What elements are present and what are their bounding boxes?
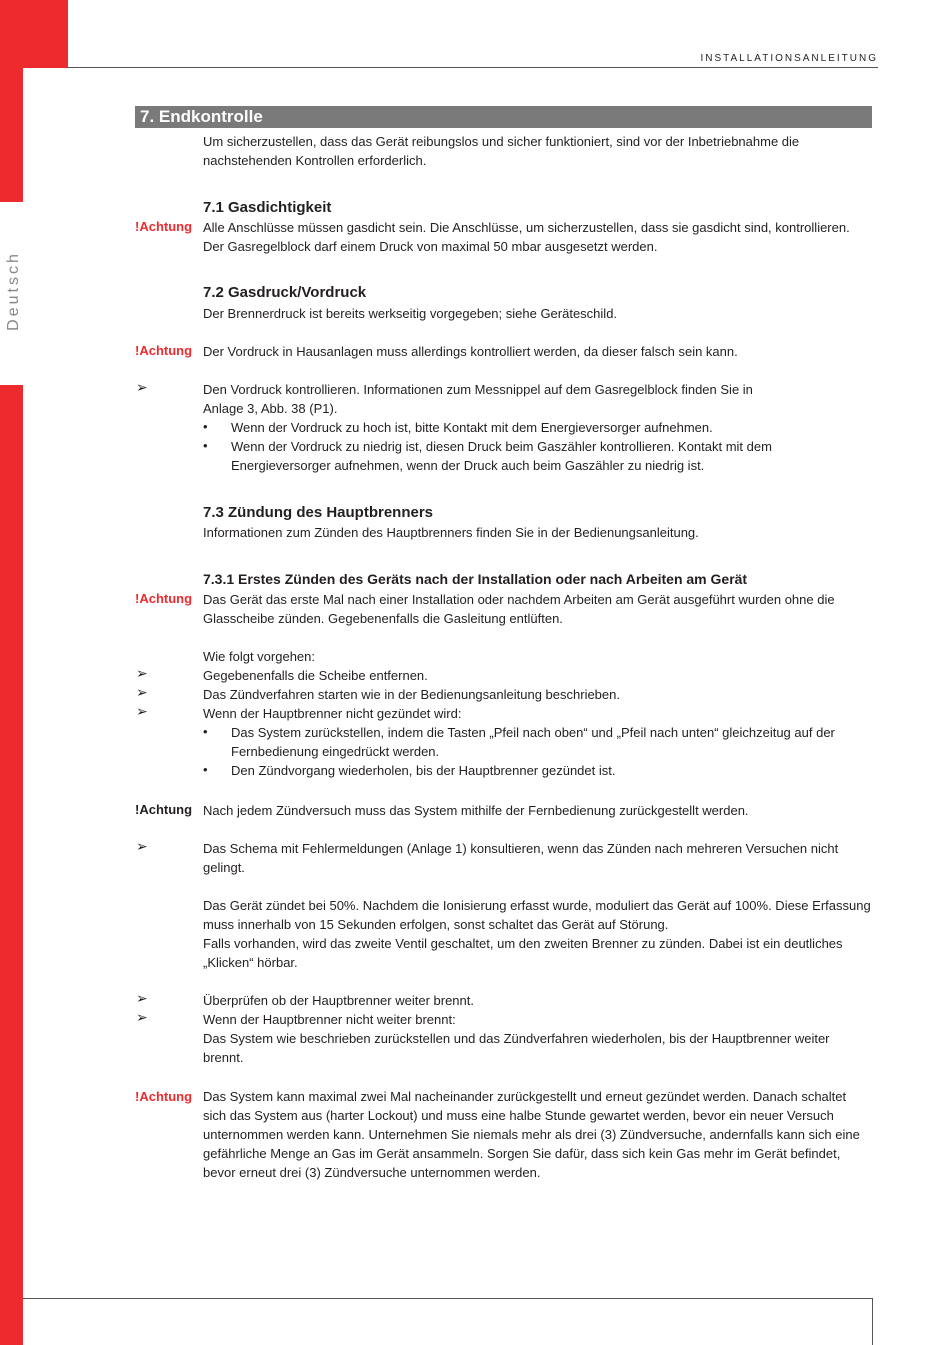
warning-text: bevor erneut drei (3) Zündversuche unternommen werden. (203, 1165, 541, 1180)
text-line: brennt. (203, 1050, 244, 1065)
warning-text: Glasscheibe zünden. Gegebenenfalls die Gasleitung entlüften. (203, 611, 563, 626)
warning-text: Der Vordruck in Hausanlagen muss allerdings kontrolliert werden, da dieser falsch sein kann. (203, 344, 738, 359)
bullet-text: Wenn der Vordruck zu hoch ist, bitte Kontakt mit dem Energieversorger aufnehmen. (231, 420, 713, 435)
warning-label: !Achtung (135, 591, 193, 606)
heading-7-3-1: 7.3.1 Erstes Zünden des Geräts nach der Installation oder nach Arbeiten am Gerät (203, 571, 748, 587)
bullet-text: Das System zurückstellen, indem die Tasten „Pfeil nach oben“ und „Pfeil nach unten“ gleichzeitug auf der (231, 725, 835, 740)
warning-label: !Achtung (135, 219, 193, 234)
step-line: Den Vordruck kontrollieren. Informationen zum Messnippel auf dem Gasregelblock finden Sie in (203, 382, 753, 397)
step-line: Das Zündverfahren starten wie in der Bedienungsanleitung beschrieben. (203, 687, 620, 702)
section-title-bar (135, 106, 872, 128)
header-rule (68, 67, 878, 68)
warning-text: Das System kann maximal zwei Mal nacheinander zurückgestellt und erneut gezündet werden. Danach schaltet (203, 1089, 847, 1104)
bullet-icon: • (203, 724, 208, 739)
intro-line: nachstehenden Kontrollen erforderlich. (203, 153, 427, 168)
bullet-icon: • (203, 419, 208, 434)
bullet-icon: • (203, 438, 208, 453)
warning-text: gefährliche Menge an Gas im Gerät ansammeln. Sorgen Sie dafür, dass sich kein Gas mehr im Gerät befindet, (203, 1146, 841, 1161)
bullet-text: Energieversorger aufnehmen, wenn der Druck auch beim Gaszähler zu niedrig ist. (231, 458, 705, 473)
bullet-text: Den Zündvorgang wiederholen, bis der Hauptbrenner gezündet ist. (231, 763, 616, 778)
step-line: Überprüfen ob der Hauptbrenner weiter brennt. (203, 993, 474, 1008)
warning-text: sich das System aus (harter Lockout) und muss eine halbe Stunde gewartet werden, bevor ein neuer Versuch (203, 1108, 834, 1123)
text-line: Alle Anschlüsse müssen gasdicht sein. Die Anschlüsse, um sicherzustellen, dass sie gasdicht sind, kontrollieren. (203, 220, 850, 235)
text-line: Informationen zum Zünden des Hauptbrenners finden Sie in der Bedienungsanleitung. (203, 525, 699, 540)
text-line: Falls vorhanden, wird das zweite Ventil geschaltet, um den zweiten Brenner zu zünden. Dabei ist ein deutliches (203, 936, 843, 951)
arrow-icon: ➢ (136, 379, 148, 395)
arrow-icon: ➢ (136, 838, 148, 854)
side-strip-bottom (0, 385, 23, 1345)
warning-label: !Achtung (135, 802, 193, 817)
step-line: Anlage 3, Abb. 38 (P1). (203, 401, 338, 416)
arrow-icon: ➢ (136, 684, 148, 700)
warning-text: Das Gerät das erste Mal nach einer Installation oder nachdem Arbeiten am Gerät ausgeführt wurden ohne die (203, 592, 835, 607)
step-line: gelingt. (203, 860, 245, 875)
intro-line: Um sicherzustellen, dass das Gerät reibungslos und sicher funktioniert, sind vor der Inbetriebnahme die (203, 134, 800, 149)
warning-text: unternommen werden kann. Unternehmen Sie niemals mehr als drei (3) Zündversuche, andernfalls kann sich eine (203, 1127, 860, 1142)
arrow-icon: ➢ (136, 990, 148, 1006)
page-number: 18 (44, 1312, 73, 1342)
bullet-text: Wenn der Vordruck zu niedrig ist, diesen Druck beim Gaszähler kontrollieren. Kontakt mit dem (231, 439, 772, 454)
language-tab: Deutsch (4, 251, 22, 331)
warning-label: !Achtung (135, 1089, 193, 1104)
step-line: Das Schema mit Fehlermeldungen (Anlage 1) konsultieren, wenn das Zünden nach mehreren Versuchen nicht (203, 841, 839, 856)
arrow-icon: ➢ (136, 665, 148, 681)
warning-label: !Achtung (135, 343, 193, 358)
header-title: INSTALLATIONSANLEITUNG (700, 53, 878, 64)
section-title: 7. Endkontrolle (140, 107, 263, 126)
text-line: muss innerhalb von 15 Sekunden erfolgen, sonst schaltet das Gerät auf Störung. (203, 917, 669, 932)
heading-7-1: 7.1 Gasdichtigkeit (203, 199, 332, 216)
text-line: Das System wie beschrieben zurückstellen und das Zündverfahren wiederholen, bis der Hauptbrenner weiter (203, 1031, 830, 1046)
text-line: Wie folgt vorgehen: (203, 649, 316, 664)
footer-rule (23, 1298, 873, 1299)
text-line: „Klicken“ hörbar. (203, 955, 298, 970)
heading-7-3: 7.3 Zündung des Hauptbrenners (203, 504, 434, 521)
heading-7-2: 7.2 Gasdruck/Vordruck (203, 284, 367, 301)
footer-rule-vertical (872, 1298, 873, 1345)
step-line: Gegebenenfalls die Scheibe entfernen. (203, 668, 428, 683)
bullet-icon: • (203, 762, 208, 777)
text-line: Der Gasregelblock darf einem Druck von maximal 50 mbar ausgesetzt werden. (203, 239, 658, 254)
arrow-icon: ➢ (136, 1009, 148, 1025)
warning-text: Nach jedem Zündversuch muss das System mithilfe der Fernbedienung zurückgestellt werden. (203, 803, 749, 818)
text-line: Das Gerät zündet bei 50%. Nachdem die Ionisierung erfasst wurde, moduliert das Gerät auf 100%. Diese Erfassung (203, 898, 871, 913)
text-line: Der Brennerdruck ist bereits werkseitig vorgegeben; siehe Geräteschild. (203, 306, 618, 321)
bullet-text: Fernbedienung eingedrückt werden. (231, 744, 440, 759)
step-line: Wenn der Hauptbrenner nicht weiter brennt: (203, 1012, 456, 1027)
step-line: Wenn der Hauptbrenner nicht gezündet wird: (203, 706, 462, 721)
arrow-icon: ➢ (136, 703, 148, 719)
side-strip-top (0, 0, 23, 202)
